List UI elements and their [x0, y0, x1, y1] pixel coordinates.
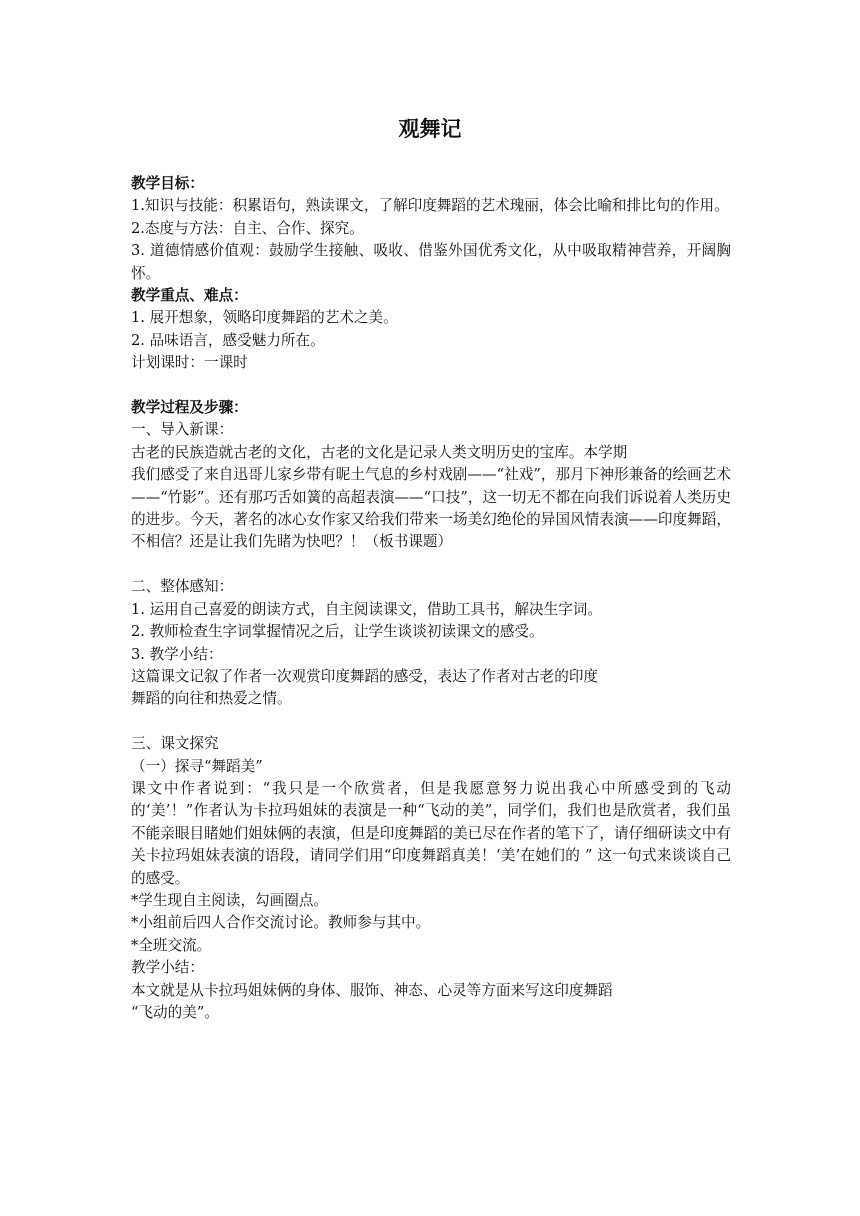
step-item: *小组前后四人合作交流讨论。教师参与其中。 — [131, 914, 431, 932]
mini-summary-heading: 教学小结： — [131, 959, 204, 977]
step-item: *学生现自主阅读，勾画圈点。 — [131, 891, 329, 909]
goal-item: 1.知识与技能：积累语句，熟读课文，了解印度舞蹈的艺术瑰丽，体会比喻和排比句的作用。 — [131, 197, 729, 215]
step-item: *全班交流。 — [131, 936, 212, 954]
mini-summary-line: 本文就是从卡拉玛姐妹俩的身体、服饰、神态、心灵等方面来写这印度舞蹈 — [131, 981, 613, 999]
explore-heading: 三、课文探究 — [131, 735, 219, 753]
intro-heading: 一、导入新课： — [131, 421, 234, 439]
keypoint-item: 1. 展开想象，领略印度舞蹈的艺术之美。 — [131, 309, 398, 327]
explore-paragraph: 课文中作者说到：“我只是一个欣赏者，但是我愿意努力说出我心中所感受到的飞动的‘美’！”作者认为卡拉玛姐妹的表演是一种“飞动的美”，同学们，我们也是欣赏者，我们虽不能亲眼目睹她们姐妹俩的表演，但是印度舞蹈的美已尽在作者的笔下了，请仔细研读文中有关卡拉玛姐妹表演的语段，请同学们用“印度舞蹈真美！‘美’在她们的 ” 这一句式来谈谈自己的感受。 — [131, 779, 731, 887]
document-body — [131, 173, 731, 1024]
spacer — [131, 554, 731, 576]
intro-paragraph-line: 古老的民族造就古老的文化，古老的文化是记录人类文明历史的宝库。本学期 — [131, 443, 628, 461]
page-title: 观舞记 — [398, 117, 462, 141]
mini-summary-line: “飞动的美”。 — [131, 1003, 219, 1021]
process-heading: 教学过程及步骤： — [131, 399, 248, 417]
summary-line: 舞蹈的向往和热爱之情。 — [131, 690, 292, 708]
spacer — [131, 375, 731, 397]
goal-item: 2.态度与方法：自主、合作、探究。 — [131, 219, 364, 237]
keypoint-item: 2. 品味语言，感受魅力所在。 — [131, 331, 325, 349]
overall-heading: 二、整体感知： — [131, 578, 234, 596]
intro-paragraph: 我们感受了来自迅哥儿家乡带有昵土气息的乡村戏剧——“社戏”，那月下神形兼备的绘画艺术——“竹影”。还有那巧舌如簧的高超表演——“口技”，这一切无不都在向我们诉说着人类历史的进步。今天，著名的冰心女作家又给我们带来一场美幻绝伦的异国风情表演——印度舞蹈，不相信？还是让我们先睹为快吧？！（板书课题） — [131, 466, 731, 551]
explore-subheading: （一）探寻“舞蹈美” — [131, 757, 263, 775]
summary-line: 这篇课文记叙了作者一次观赏印度舞蹈的感受，表达了作者对古老的印度 — [131, 667, 599, 685]
overall-item: 1. 运用自己喜爱的朗读方式，自主阅读课文，借助工具书，解决生字词。 — [131, 600, 602, 618]
spacer — [131, 711, 731, 733]
overall-item: 2. 教师检查生字词掌握情况之后，让学生谈谈初读课文的感受。 — [131, 623, 544, 641]
keypoints-heading: 教学重点、难点： — [131, 287, 248, 305]
goal-item: 3. 道德情感价值观：鼓励学生接触、吸收、借鉴外国优秀文化，从中吸取精神营养，开阔胸怀。 — [131, 242, 731, 282]
goals-heading: 教学目标： — [131, 175, 204, 192]
overall-item: 3. 教学小结： — [131, 645, 223, 663]
plan-hours: 计划课时：一课时 — [131, 354, 248, 372]
